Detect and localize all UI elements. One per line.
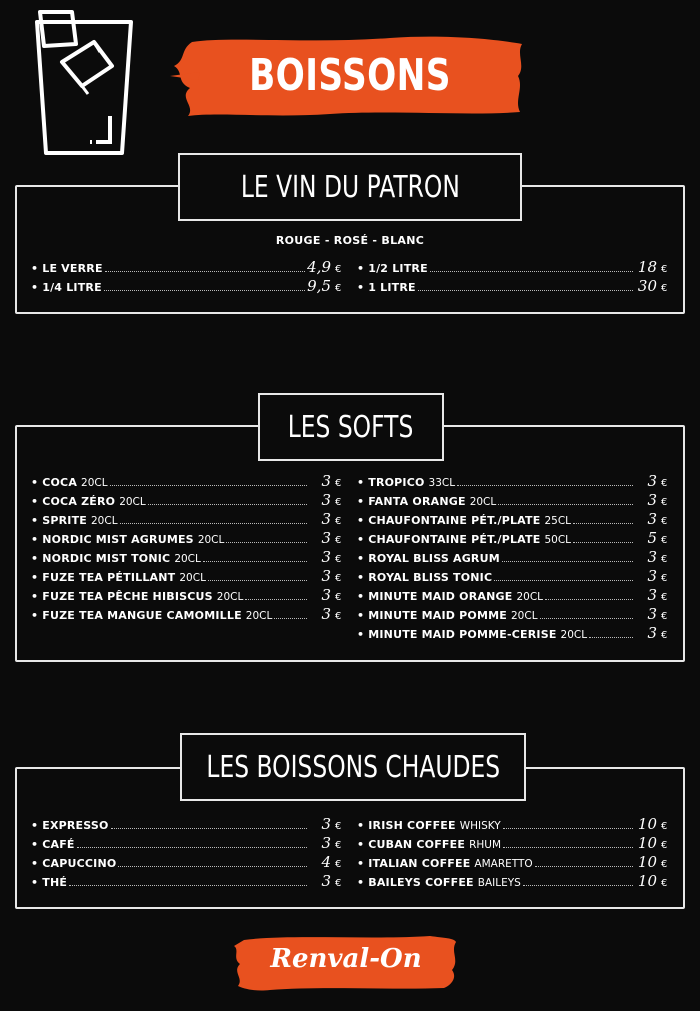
menu-item (31, 872, 343, 891)
dot-leader (226, 534, 307, 543)
menu-item (31, 834, 343, 853)
dot-leader (245, 591, 307, 600)
currency-symbol: € (335, 840, 342, 851)
menu-item-price: 4,9 (307, 258, 331, 276)
menu-item-volume: 20CL (179, 572, 206, 584)
menu-item-volume: 33CL (428, 477, 456, 489)
softs-section-title: LES SOFTS (258, 393, 444, 461)
menu-item-volume: AMARETTO (474, 858, 533, 870)
dot-leader (545, 591, 633, 600)
dot-leader (418, 282, 633, 291)
hot-drinks-column-right (357, 815, 669, 891)
wine-column-left (31, 258, 343, 296)
hot-drinks-section-title: LES BOISSONS CHAUDES (180, 733, 526, 801)
currency-symbol: € (661, 535, 668, 546)
currency-symbol: € (661, 821, 668, 832)
currency-symbol: € (335, 859, 342, 870)
menu-item (31, 472, 343, 491)
currency-symbol: € (661, 264, 668, 275)
currency-symbol: € (335, 592, 342, 603)
menu-item-price: 3 (647, 567, 657, 585)
menu-item (357, 853, 669, 872)
dot-leader (540, 610, 633, 619)
dot-leader (120, 515, 307, 524)
menu-item (357, 605, 669, 624)
dot-leader (498, 496, 633, 505)
menu-item-volume: 25CL (544, 515, 571, 527)
currency-symbol: € (661, 554, 668, 565)
dot-leader (104, 282, 305, 291)
menu-item-price: 10 (637, 815, 657, 833)
menu-item-name: • FUZE TEA PÊCHE HIBISCUS (31, 590, 213, 603)
currency-symbol: € (335, 283, 342, 294)
currency-symbol: € (661, 478, 668, 489)
menu-item-name: • CHAUFONTAINE PÉT./PLATE (357, 533, 540, 546)
menu-item (31, 277, 343, 296)
menu-item-name: • FANTA ORANGE (357, 495, 466, 508)
menu-item (357, 491, 669, 510)
menu-item-name: • CAFÉ (31, 838, 75, 851)
menu-item-name: • IRISH COFFEE (357, 819, 456, 832)
menu-item-name: • COCA ZÉRO (31, 495, 115, 508)
menu-item-price: 3 (321, 815, 331, 833)
menu-item (31, 548, 343, 567)
dot-leader (111, 820, 307, 829)
dot-leader (494, 572, 633, 581)
menu-item-volume: 20CL (81, 477, 108, 489)
menu-item-name: • EXPRESSO (31, 819, 109, 832)
menu-item-price: 9,5 (307, 277, 331, 295)
menu-item (357, 624, 669, 643)
currency-symbol: € (661, 878, 668, 889)
menu-item-price: 3 (321, 586, 331, 604)
menu-item (31, 586, 343, 605)
wine-section-title: LE VIN DU PATRON (178, 153, 522, 221)
menu-item-name: • CAPUCCINO (31, 857, 116, 870)
currency-symbol: € (661, 611, 668, 622)
currency-symbol: € (335, 611, 342, 622)
menu-item (357, 815, 669, 834)
menu-item-name: • 1/4 LITRE (31, 281, 102, 294)
currency-symbol: € (335, 264, 342, 275)
currency-symbol: € (661, 592, 668, 603)
dot-leader (430, 263, 633, 272)
menu-item-price: 10 (637, 853, 657, 871)
menu-item-volume: 50CL (544, 534, 571, 546)
menu-item-volume: 20CL (174, 553, 201, 565)
dot-leader (502, 553, 633, 562)
header-banner (170, 30, 530, 122)
dot-leader (503, 839, 633, 848)
softs-column-left (31, 472, 343, 624)
menu-item-name: • LE VERRE (31, 262, 103, 275)
dot-leader (110, 477, 307, 486)
menu-item-name: • NORDIC MIST AGRUMES (31, 533, 194, 546)
menu-item-price: 3 (321, 472, 331, 490)
currency-symbol: € (661, 630, 668, 641)
currency-symbol: € (335, 478, 342, 489)
menu-item-volume: 20CL (119, 496, 146, 508)
menu-item (31, 567, 343, 586)
menu-item-price: 3 (647, 510, 657, 528)
footer-banner (230, 930, 462, 994)
currency-symbol: € (661, 573, 668, 584)
menu-item-price: 3 (647, 548, 657, 566)
menu-item-price: 3 (647, 624, 657, 642)
menu-item (31, 853, 343, 872)
menu-item-name: • NORDIC MIST TONIC (31, 552, 170, 565)
menu-item-volume: RHUM (469, 839, 501, 851)
menu-item-name: • MINUTE MAID ORANGE (357, 590, 512, 603)
dot-leader (148, 496, 307, 505)
currency-symbol: € (661, 283, 668, 294)
dot-leader (69, 877, 307, 886)
currency-symbol: € (335, 821, 342, 832)
menu-item-name: • TROPICO (357, 476, 425, 489)
menu-item-volume: WHISKY (459, 820, 501, 832)
dot-leader (208, 572, 307, 581)
menu-item-price: 3 (647, 586, 657, 604)
menu-item-price: 10 (637, 834, 657, 852)
menu-item-price: 3 (321, 548, 331, 566)
menu-item (357, 586, 669, 605)
dot-leader (573, 515, 633, 524)
menu-item-name: • FUZE TEA MANGUE CAMOMILLE (31, 609, 242, 622)
menu-item-price: 18 (637, 258, 657, 276)
menu-item-price: 4 (321, 853, 331, 871)
currency-symbol: € (661, 516, 668, 527)
menu-item-price: 3 (321, 567, 331, 585)
wine-column-right (357, 258, 669, 296)
currency-symbol: € (335, 497, 342, 508)
menu-item-name: • ROYAL BLISS AGRUM (357, 552, 500, 565)
currency-symbol: € (661, 840, 668, 851)
softs-column-right (357, 472, 669, 643)
menu-item (357, 872, 669, 891)
currency-symbol: € (661, 497, 668, 508)
menu-item-price: 3 (321, 605, 331, 623)
menu-item (357, 834, 669, 853)
menu-item (357, 529, 669, 548)
menu-item-price: 5 (647, 529, 657, 547)
menu-item (31, 258, 343, 277)
menu-item-price: 3 (321, 529, 331, 547)
menu-item-name: • 1/2 LITRE (357, 262, 428, 275)
menu-item-name: • THÉ (31, 876, 67, 889)
dot-leader (457, 477, 633, 486)
dot-leader (118, 858, 307, 867)
hot-drinks-column-left (31, 815, 343, 891)
menu-item-price: 3 (647, 472, 657, 490)
brand-logo: Renval-On (270, 944, 422, 974)
menu-item-volume: BAILEYS (477, 877, 521, 889)
menu-item-price: 30 (637, 277, 657, 295)
menu-item-price: 3 (321, 834, 331, 852)
menu-item (357, 548, 669, 567)
menu-item-name: • SPRITE (31, 514, 87, 527)
currency-symbol: € (335, 535, 342, 546)
menu-item-price: 3 (321, 872, 331, 890)
menu-item-name: • MINUTE MAID POMME (357, 609, 507, 622)
menu-item (357, 277, 669, 296)
menu-item-name: • CUBAN COFFEE (357, 838, 465, 851)
menu-item-price: 10 (637, 872, 657, 890)
menu-item-volume: 20CL (245, 610, 273, 622)
menu-item (357, 472, 669, 491)
menu-item-volume: 20CL (197, 534, 225, 546)
page-title: BOISSONS (249, 50, 451, 101)
menu-item-volume: 20CL (516, 591, 544, 603)
menu-item (357, 567, 669, 586)
currency-symbol: € (335, 516, 342, 527)
menu-item (357, 258, 669, 277)
menu-item-name: • ITALIAN COFFEE (357, 857, 470, 870)
menu-item (31, 510, 343, 529)
currency-symbol: € (661, 859, 668, 870)
menu-item (31, 605, 343, 624)
currency-symbol: € (335, 573, 342, 584)
menu-item-price: 3 (647, 605, 657, 623)
menu-item-name: • CHAUFONTAINE PÉT./PLATE (357, 514, 540, 527)
dot-leader (203, 553, 307, 562)
iced-drink-glass-icon (34, 10, 134, 155)
menu-item (31, 815, 343, 834)
currency-symbol: € (335, 878, 342, 889)
menu-item-price: 3 (321, 510, 331, 528)
wine-subtitle: ROUGE - ROSÉ - BLANC (275, 234, 425, 247)
dot-leader (77, 839, 307, 848)
menu-item-name: • ROYAL BLISS TONIC (357, 571, 492, 584)
menu-item-volume: 20CL (560, 629, 588, 641)
dot-leader (274, 610, 307, 619)
menu-item-volume: 20CL (91, 515, 118, 527)
dot-leader (503, 820, 633, 829)
menu-item (31, 529, 343, 548)
menu-item-volume: 20CL (511, 610, 538, 622)
menu-item-price: 3 (321, 491, 331, 509)
menu-item (357, 510, 669, 529)
menu-item-volume: 20CL (469, 496, 497, 508)
dot-leader (105, 263, 305, 272)
menu-item-price: 3 (647, 491, 657, 509)
menu-item-volume: 20CL (216, 591, 244, 603)
dot-leader (573, 534, 633, 543)
menu-item-name: • COCA (31, 476, 77, 489)
menu-item-name: • FUZE TEA PÉTILLANT (31, 571, 175, 584)
currency-symbol: € (335, 554, 342, 565)
menu-item-name: • BAILEYS COFFEE (357, 876, 474, 889)
menu-item (31, 491, 343, 510)
menu-item-name: • MINUTE MAID POMME-CERISE (357, 628, 557, 641)
dot-leader (523, 877, 633, 886)
dot-leader (535, 858, 633, 867)
menu-item-name: • 1 LITRE (357, 281, 416, 294)
dot-leader (589, 629, 633, 638)
